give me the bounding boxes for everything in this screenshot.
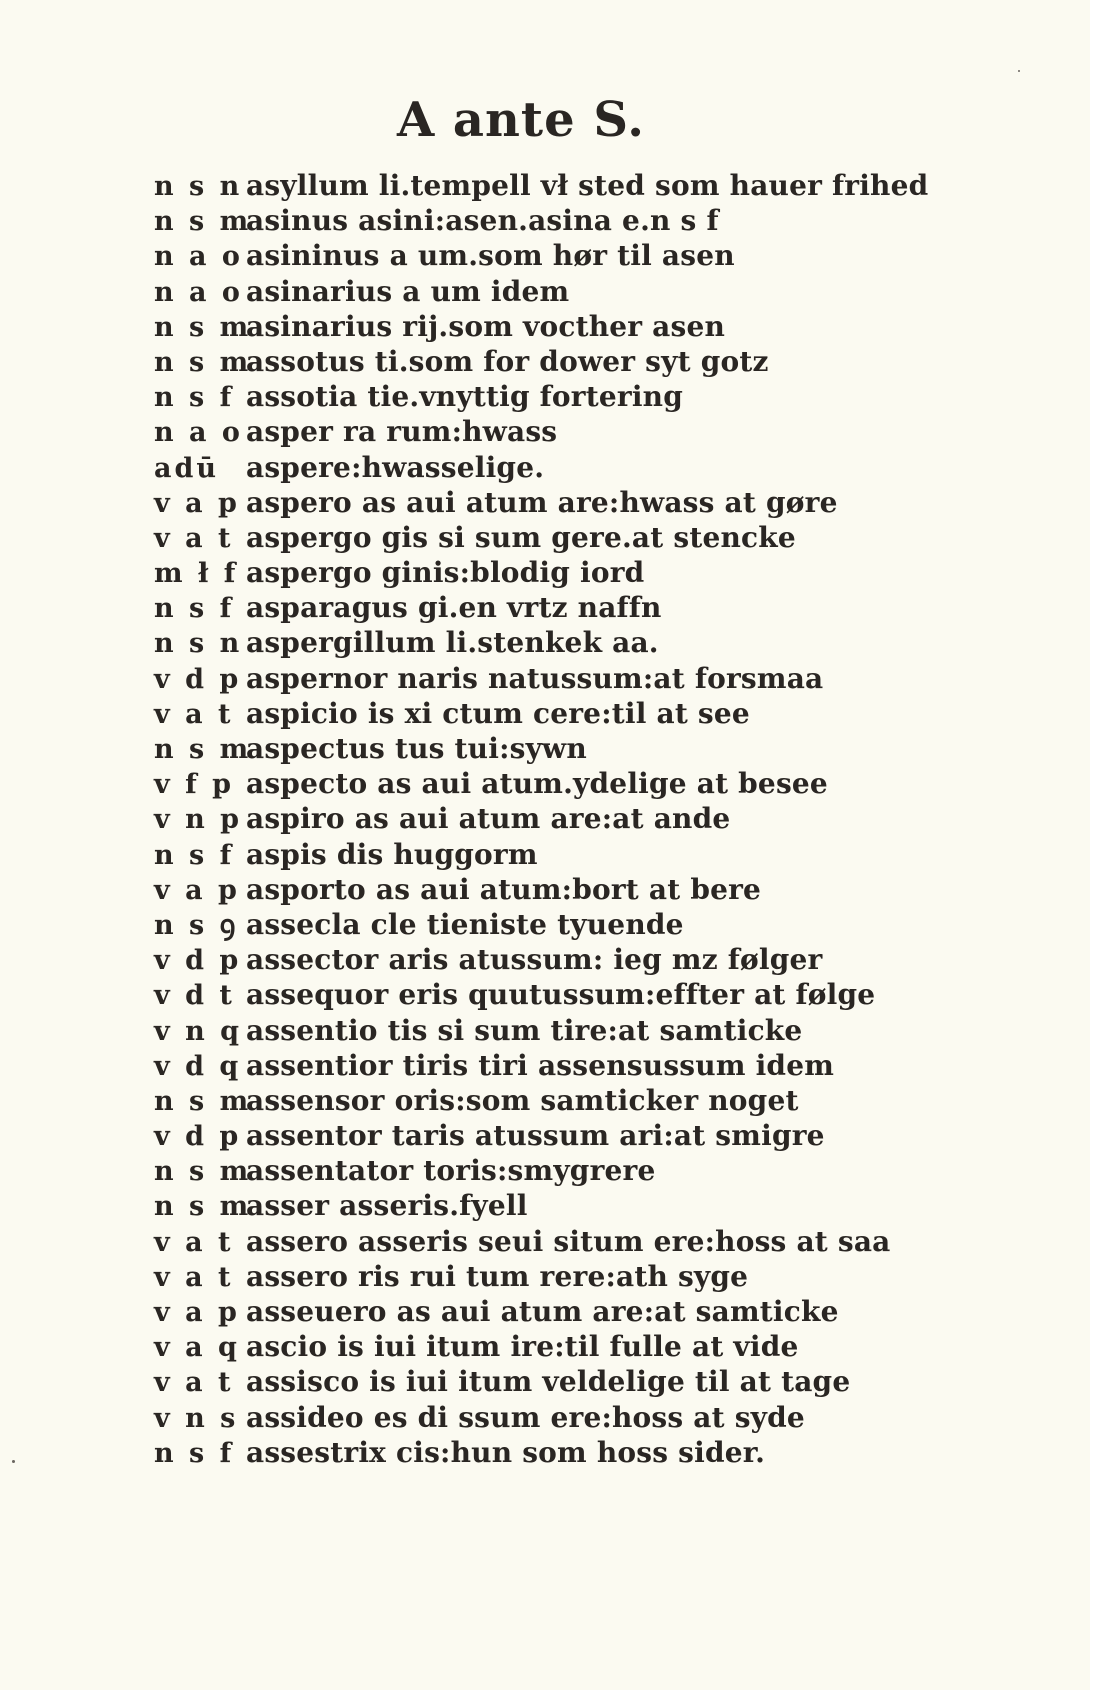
dictionary-entry — [154, 1048, 1034, 1083]
dictionary-entry — [154, 168, 1034, 203]
grammar-code: n s m — [154, 346, 252, 378]
entry-text: assecla cle tieniste tyuende — [246, 907, 684, 941]
grammar-code: n s m — [154, 206, 252, 238]
entry-text: asinarius a um idem — [246, 274, 570, 308]
entry-text: assentor taris atussum ari:at smigre — [246, 1119, 825, 1153]
grammar-code: v a t — [154, 1226, 234, 1258]
entry-text: aspis dis huggorm — [246, 837, 538, 871]
dictionary-entry — [154, 450, 1034, 485]
grammar-code: v a p — [154, 1297, 240, 1328]
entry-text: asporto as aui atum:bort at bere — [246, 872, 762, 906]
dictionary-entry — [154, 590, 1034, 625]
dictionary-entry — [154, 520, 1034, 555]
grammar-code: m ł f — [154, 558, 239, 590]
dictionary-entry — [154, 1013, 1034, 1048]
dictionary-entry — [154, 1259, 1034, 1294]
grammar-code: v a t — [154, 698, 234, 730]
grammar-code: n s m — [154, 1156, 252, 1188]
grammar-code: n s m — [154, 1191, 252, 1223]
entry-text: assotia tie.vnyttig fortering — [246, 380, 684, 414]
entry-text: aspergo ginis:blodig iord — [246, 556, 645, 590]
grammar-code: v n q — [154, 1015, 242, 1047]
page-title: A ante S. — [396, 92, 646, 148]
grammar-code: adū — [154, 452, 220, 484]
dictionary-entry — [154, 344, 1034, 379]
dictionary-entry — [154, 977, 1034, 1012]
grammar-code: n s f — [154, 593, 235, 625]
entry-text: ascio is iui itum ire:til fulle at vide — [246, 1330, 799, 1364]
dictionary-entry — [154, 907, 1034, 942]
entry-text: assentior tiris tiri assensussum idem — [246, 1048, 835, 1082]
entry-text: asinus asini:asen.asina e.n s f — [246, 204, 719, 238]
entry-text: asparagus gi.en vrtz naffn — [246, 591, 662, 625]
dictionary-entry — [154, 1188, 1034, 1223]
entry-text: aspere:hwasselige. — [246, 450, 545, 484]
entry-text: aspicio is xi ctum cere:til at see — [246, 696, 750, 730]
grammar-code: n s n — [154, 628, 243, 660]
entry-text: asyllum li.tempell vł sted som hauer frihed — [246, 169, 929, 202]
entry-text: aspernor naris natussum:at forsmaa — [246, 661, 824, 695]
entry-text: assensor oris:som samticker noget — [246, 1083, 799, 1117]
entry-text: assotus ti.som for dower syt gotz — [246, 344, 769, 378]
dictionary-entry — [154, 1083, 1034, 1118]
grammar-code: n s ꝯ — [154, 909, 239, 941]
grammar-code: v a p — [154, 874, 240, 906]
entry-text: asser asseris.fyell — [246, 1189, 528, 1223]
entry-text: aspectus tus tui:sywn — [246, 732, 587, 765]
entry-text: asinarius rij.som vocther asen — [246, 309, 726, 343]
entry-text: asseuero as aui atum are:at samticke — [246, 1295, 839, 1328]
dictionary-entry — [154, 801, 1034, 836]
dictionary-entry — [154, 942, 1034, 977]
dictionary-entry — [154, 238, 1034, 273]
grammar-code: v d p — [154, 945, 242, 977]
grammar-code: n a o — [154, 276, 243, 308]
entry-text: assentator toris:smygrere — [246, 1154, 656, 1188]
grammar-code: v f p — [154, 769, 234, 801]
entry-list — [154, 168, 1034, 1470]
entry-text: assequor eris quutussum:effter at følge — [246, 978, 876, 1012]
grammar-code: v d p — [154, 1121, 242, 1153]
dictionary-entry — [154, 872, 1034, 907]
grammar-code: v d p — [154, 663, 242, 695]
dictionary-entry — [154, 625, 1034, 660]
entry-text: assisco is iui itum veldelige til at tage — [246, 1365, 851, 1399]
entry-text: assentio tis si sum tire:at samticke — [246, 1013, 803, 1047]
dictionary-entry — [154, 661, 1034, 696]
grammar-code: v d q — [154, 1050, 242, 1082]
entry-text: aspergo gis si sum gere.at stencke — [246, 520, 796, 554]
grammar-code: v a t — [154, 1261, 234, 1293]
entry-text: aspecto as aui atum.ydelige at besee — [246, 767, 828, 801]
dictionary-entry — [154, 203, 1034, 238]
grammar-code: v d t — [154, 980, 235, 1012]
entry-text: assero ris rui tum rere:ath syge — [246, 1259, 749, 1293]
grammar-code: v a p — [154, 487, 240, 519]
grammar-code: v n p — [154, 804, 242, 836]
grammar-code: n s f — [154, 839, 235, 871]
dictionary-entry — [154, 379, 1034, 414]
grammar-code: v a t — [154, 1367, 234, 1399]
grammar-code: n s m — [154, 734, 252, 765]
entry-text: assector aris atussum: ieg mz følger — [246, 943, 823, 977]
dictionary-entry — [154, 274, 1034, 309]
entry-text: assestrix cis:hun som hoss sider. — [246, 1435, 766, 1469]
dictionary-entry — [154, 414, 1034, 449]
grammar-code: v a q — [154, 1332, 240, 1364]
dictionary-entry — [154, 731, 1034, 766]
grammar-code: n a o — [154, 241, 243, 273]
dictionary-entry — [154, 1153, 1034, 1188]
paper-speck — [12, 1460, 15, 1463]
paper-speck — [1018, 70, 1020, 72]
grammar-code: n s f — [154, 382, 235, 414]
dictionary-entry — [154, 837, 1034, 872]
entry-text: aspergillum li.stenkek aa. — [246, 626, 659, 660]
dictionary-entry — [154, 485, 1034, 520]
entry-text: asper ra rum:hwass — [246, 415, 558, 449]
entry-text: assero asseris seui situm ere:hoss at saa — [246, 1224, 891, 1258]
entry-text: asininus a um.som hør til asen — [246, 239, 735, 273]
grammar-code: n a o — [154, 417, 243, 449]
entry-text: aspiro as aui atum are:at ande — [246, 802, 731, 836]
dictionary-entry — [154, 1294, 1034, 1329]
dictionary-entry — [154, 1400, 1034, 1435]
entry-text: aspero as aui atum are:hwass at gøre — [246, 485, 838, 519]
grammar-code: n s m — [154, 1085, 252, 1117]
dictionary-entry — [154, 1329, 1034, 1364]
dictionary-entry — [154, 1364, 1034, 1399]
grammar-code: v a t — [154, 522, 234, 554]
dictionary-entry — [154, 1224, 1034, 1259]
dictionary-entry — [154, 766, 1034, 801]
grammar-code: v n s — [154, 1402, 239, 1434]
dictionary-entry — [154, 309, 1034, 344]
grammar-code: n s f — [154, 1437, 235, 1469]
grammar-code: n s n — [154, 171, 243, 202]
dictionary-entry — [154, 555, 1034, 590]
dictionary-entry — [154, 1435, 1034, 1470]
grammar-code: n s m — [154, 311, 252, 343]
dictionary-entry — [154, 696, 1034, 731]
dictionary-entry — [154, 1118, 1034, 1153]
entry-text: assideo es di ssum ere:hoss at syde — [246, 1400, 805, 1434]
